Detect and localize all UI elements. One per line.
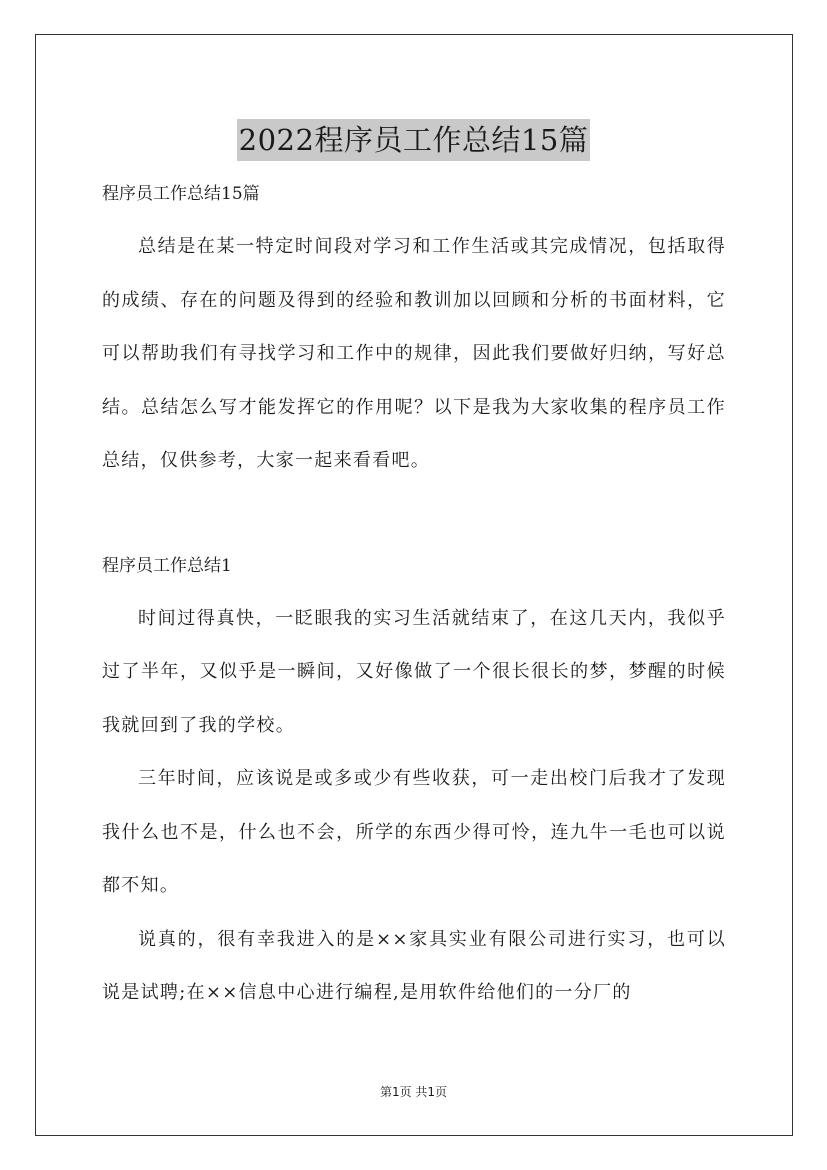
intro-paragraph: 总结是在某一特定时间段对学习和工作生活或其完成情况，包括取得的成绩、存在的问题及得到的经验和教训加以回顾和分析的书面材料，它可以帮助我们有寻找学习和工作中的规律，因此我们要做好归纳，写好总结。总结怎么写才能发挥它的作用呢？以下是我为大家收集的程序员工作总结，仅供参考，大家一起来看看吧。 [102,236,726,471]
body-paragraph: 说真的，很有幸我进入的是××家具实业有限公司进行实习，也可以说是试聘;在××信息中心进行编程,是用软件给他们的一分厂的 [102,928,726,1003]
page-number: 第1页 共1页 [379,1085,448,1099]
document-title: 2022程序员工作总结15篇 [237,119,591,161]
section-heading: 程序员工作总结1 [102,555,232,576]
page-footer [0,1084,827,1100]
body-paragraph: 时间过得真快，一眨眼我的实习生活就结束了，在这几天内，我似乎过了半年，又似乎是一瞬间，又好像做了一个很长很长的梦，梦醒的时候我就回到了我的学校。 [102,607,726,736]
document-subtitle: 程序员工作总结15篇 [102,184,260,204]
section-spacer [102,488,726,540]
body-paragraph: 三年时间，应该说是或多或少有些收获，可一走出校门后我才了发现我什么也不是，什么也不会，所学的东西少得可怜，连九牛一毛也可以说都不知。 [102,768,726,896]
document-body [102,168,726,1020]
